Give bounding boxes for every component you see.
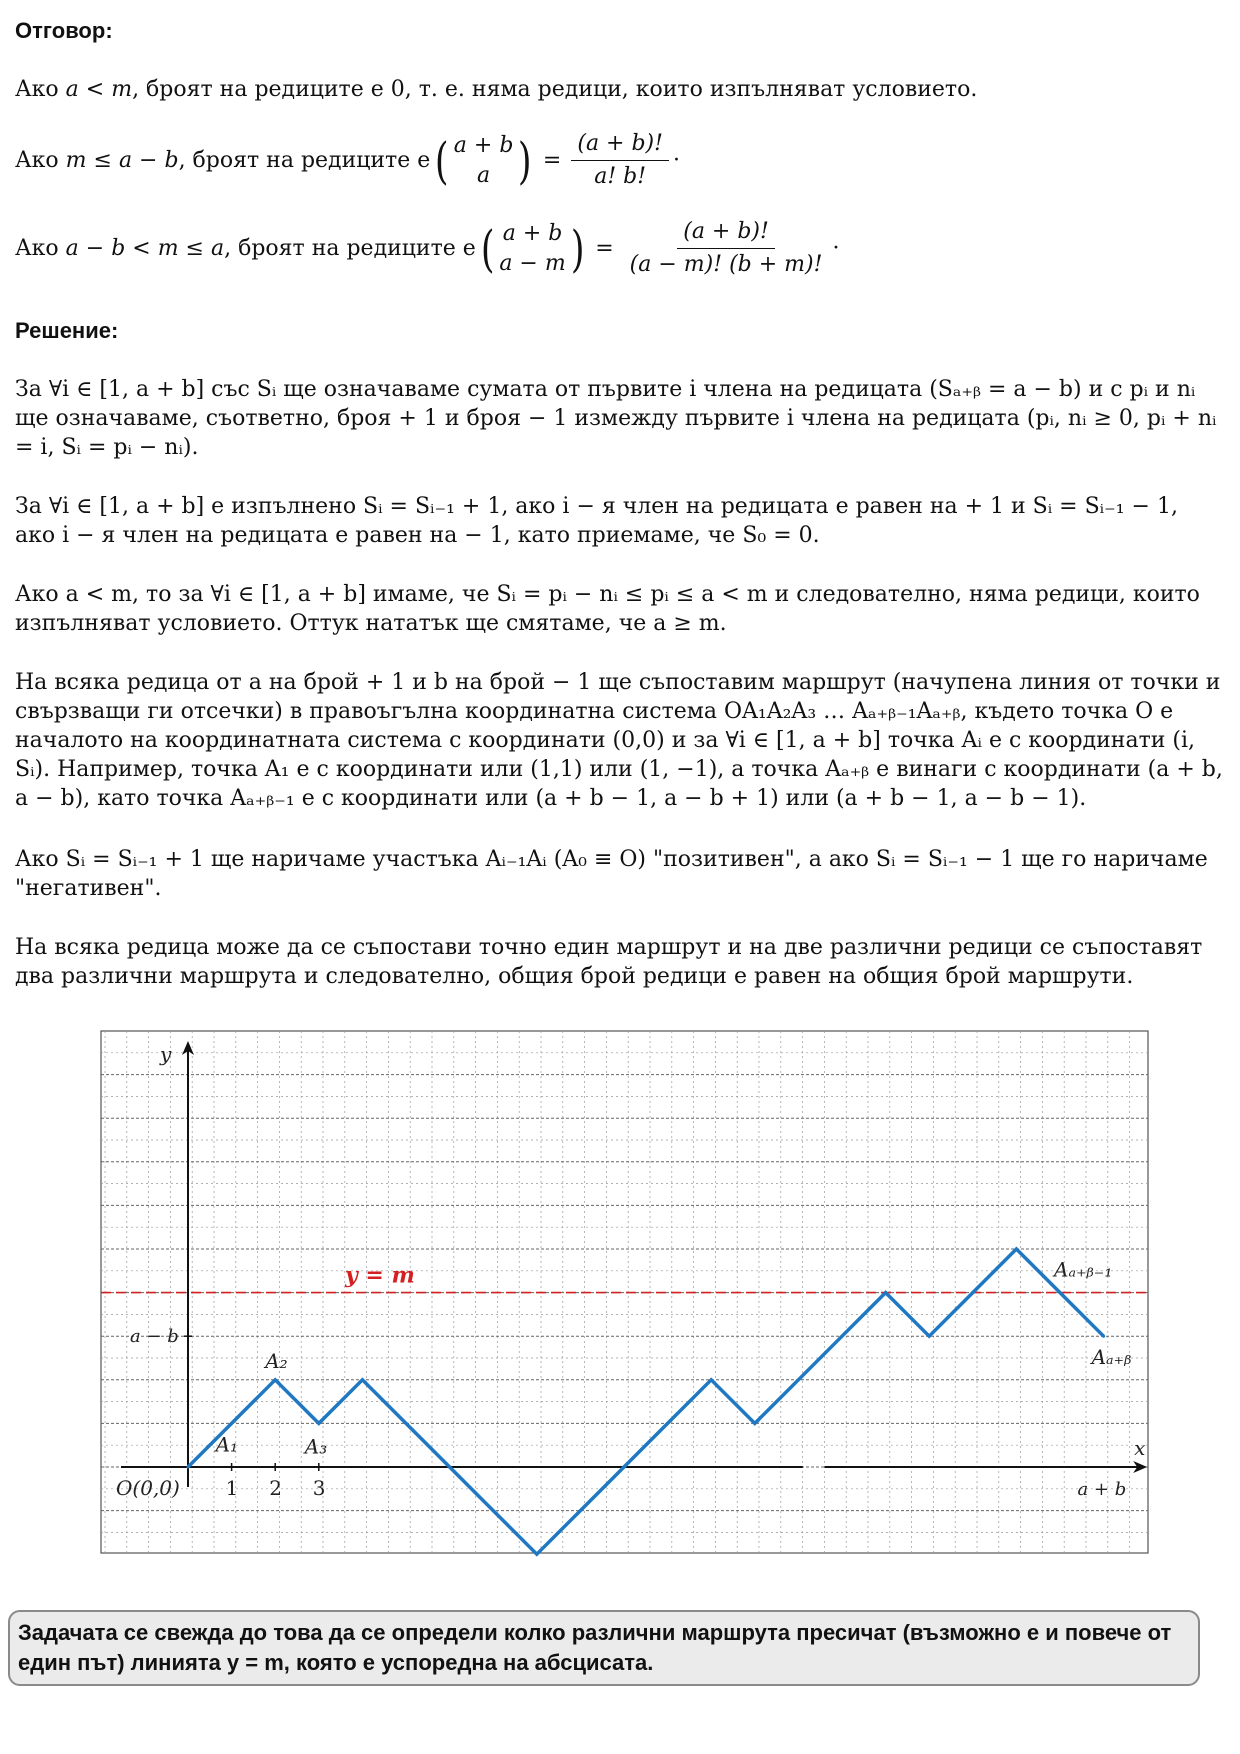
- route-point: [535, 1553, 538, 1556]
- answer-line-1: Ако a < m, броят на редиците е 0, т. е. няма редици, които изпълняват условието.: [15, 77, 978, 102]
- route-point: [405, 1422, 408, 1425]
- route-point: [579, 1509, 582, 1512]
- route-point: [361, 1378, 364, 1381]
- answer-line-2: Ако m ≤ a − b , броят на редиците е ( a + b a ) = $\frac{(a + b)!}{a! b!}$ ·: [15, 131, 680, 190]
- solution-paragraph-4: На всяка редица от a на брой + 1 и b на брой − 1 ще съпоставим маршрут (начупена линия от точки и свързващи ги отсечки) в правоъгълна координатна система OA₁A₂A₃ … Aₐ₊ᵦ₋₁Aₐ₊ᵦ, където точка O е началото на координатната система с координати (0,0) и за ∀i ∈ [1, a + b] точка Aᵢ е с координати (i, Sᵢ). Например, точка A₁ е с координати или (1,1) или (1, −1), а точка Aₐ₊ᵦ е винаги с координати (a + b, a − b), като точка Aₐ₊ᵦ₋₁ е с координати или (a + b − 1, a − b + 1) или (a + b − 1, a − b − 1).: [15, 670, 1223, 811]
- route-point: [797, 1378, 800, 1381]
- route-point: [448, 1466, 451, 1469]
- binomial-coefficient: ( a + b a ): [435, 131, 532, 190]
- answer-line-3: Ако a − b < m ≤ a , броят на редиците е ( a + b a − m ) = $\frac{(a + b)!}{(a - m)! (b + m)!}$ ·: [15, 219, 840, 278]
- chart-marks: [101, 1248, 1148, 1556]
- origin-label: O(0,0): [116, 1476, 180, 1500]
- solution-paragraph-5: Ако Sᵢ = Sᵢ₋₁ + 1 ще наричаме участъка Aᵢ₋₁Aᵢ (A₀ ≡ O) "позитивен", а ако Sᵢ = Sᵢ₋₁ − 1 ще го наричаме "негативен".: [15, 847, 1208, 901]
- line-y-equals-m-label: y = m: [344, 1262, 415, 1289]
- route-point: [1102, 1335, 1105, 1338]
- route-point: [971, 1291, 974, 1294]
- x-tick-label: 2: [269, 1476, 282, 1500]
- solution-paragraph-6: На всяка редица може да се съпостави точно един маршрут и на две различни редици се съпоставят два различни маршрута и следователно, общия брой редици е равен на общия брой маршрути.: [15, 935, 1203, 989]
- route-point: [1059, 1291, 1062, 1294]
- route-point: [753, 1422, 756, 1425]
- solution-heading: Решение:: [15, 318, 119, 343]
- chart-axes: [121, 1041, 1147, 1487]
- y-level-label: a − b: [130, 1326, 179, 1348]
- solution-paragraph-3: Ако a < m, то за ∀i ∈ [1, a + b] имаме, че Sᵢ = pᵢ − nᵢ ≤ pᵢ ≤ a < m и следователно, няма редици, които изпълняват условието. Оттук нататък ще смятаме, че a ≥ m.: [15, 582, 1200, 636]
- route-point: [492, 1509, 495, 1512]
- y-axis-label: y: [160, 1042, 172, 1066]
- answer-heading: Отговор:: [15, 18, 113, 43]
- fraction: $\frac{(a + b)!}{(a - m)! (b + m)!}$: [629, 219, 823, 277]
- binomial-coefficient: ( a + b a − m ): [480, 219, 585, 278]
- route-point: [317, 1422, 320, 1425]
- x-tick-label: 3: [312, 1476, 326, 1500]
- route-point: [884, 1291, 887, 1294]
- chart-labels: [116, 1042, 1145, 1500]
- fraction: $\frac{(a + b)!}{a! b!}$: [571, 130, 669, 191]
- x-tick-label: 1: [225, 1476, 239, 1500]
- callout-text: Задачата се свежда до това да се определи колко различни маршрута пресичат (възможно е и повече от един път) линията y = m, която е успоредна на абсцисата.: [18, 1620, 1172, 1675]
- x-axis-label: x: [1134, 1436, 1146, 1460]
- point-label: A₁: [215, 1432, 239, 1457]
- route-point: [274, 1378, 277, 1381]
- route-point: [666, 1422, 669, 1425]
- point-label: Aₐ₊ᵦ: [1091, 1345, 1132, 1370]
- route-point: [1015, 1248, 1018, 1251]
- point-label: A₂: [265, 1348, 288, 1373]
- route-point: [187, 1466, 190, 1469]
- x-end-label: a + b: [1077, 1479, 1127, 1500]
- point-label: Aₐ₊ᵦ₋₁: [1054, 1257, 1113, 1282]
- route-point: [623, 1466, 626, 1469]
- solution-paragraph-1: За ∀i ∈ [1, a + b] със Sᵢ ще означаваме сумата от първите i члена на редицата (Sₐ₊ᵦ = a − b) и с pᵢ и nᵢ ще означаваме, съответно, броя + 1 и броя − 1 измежду първите i члена на редицата (pᵢ, nᵢ ≥ 0, pᵢ + nᵢ = i, Sᵢ = pᵢ − nᵢ).: [15, 377, 1217, 460]
- route-point: [710, 1378, 713, 1381]
- route-point: [230, 1422, 233, 1425]
- point-label: A₃: [304, 1434, 328, 1459]
- solution-paragraph-2: За ∀i ∈ [1, a + b] е изпълнено Sᵢ = Sᵢ₋₁ + 1, ако i − я член на редицата е равен на + 1 и Sᵢ = Sᵢ₋₁ − 1, ако i − я член на редицата е равен на − 1, като приемаме, че S₀ = 0.: [15, 494, 1178, 548]
- route-point: [928, 1335, 931, 1338]
- route-point: [841, 1335, 844, 1338]
- conclusion-callout: [8, 1610, 1200, 1686]
